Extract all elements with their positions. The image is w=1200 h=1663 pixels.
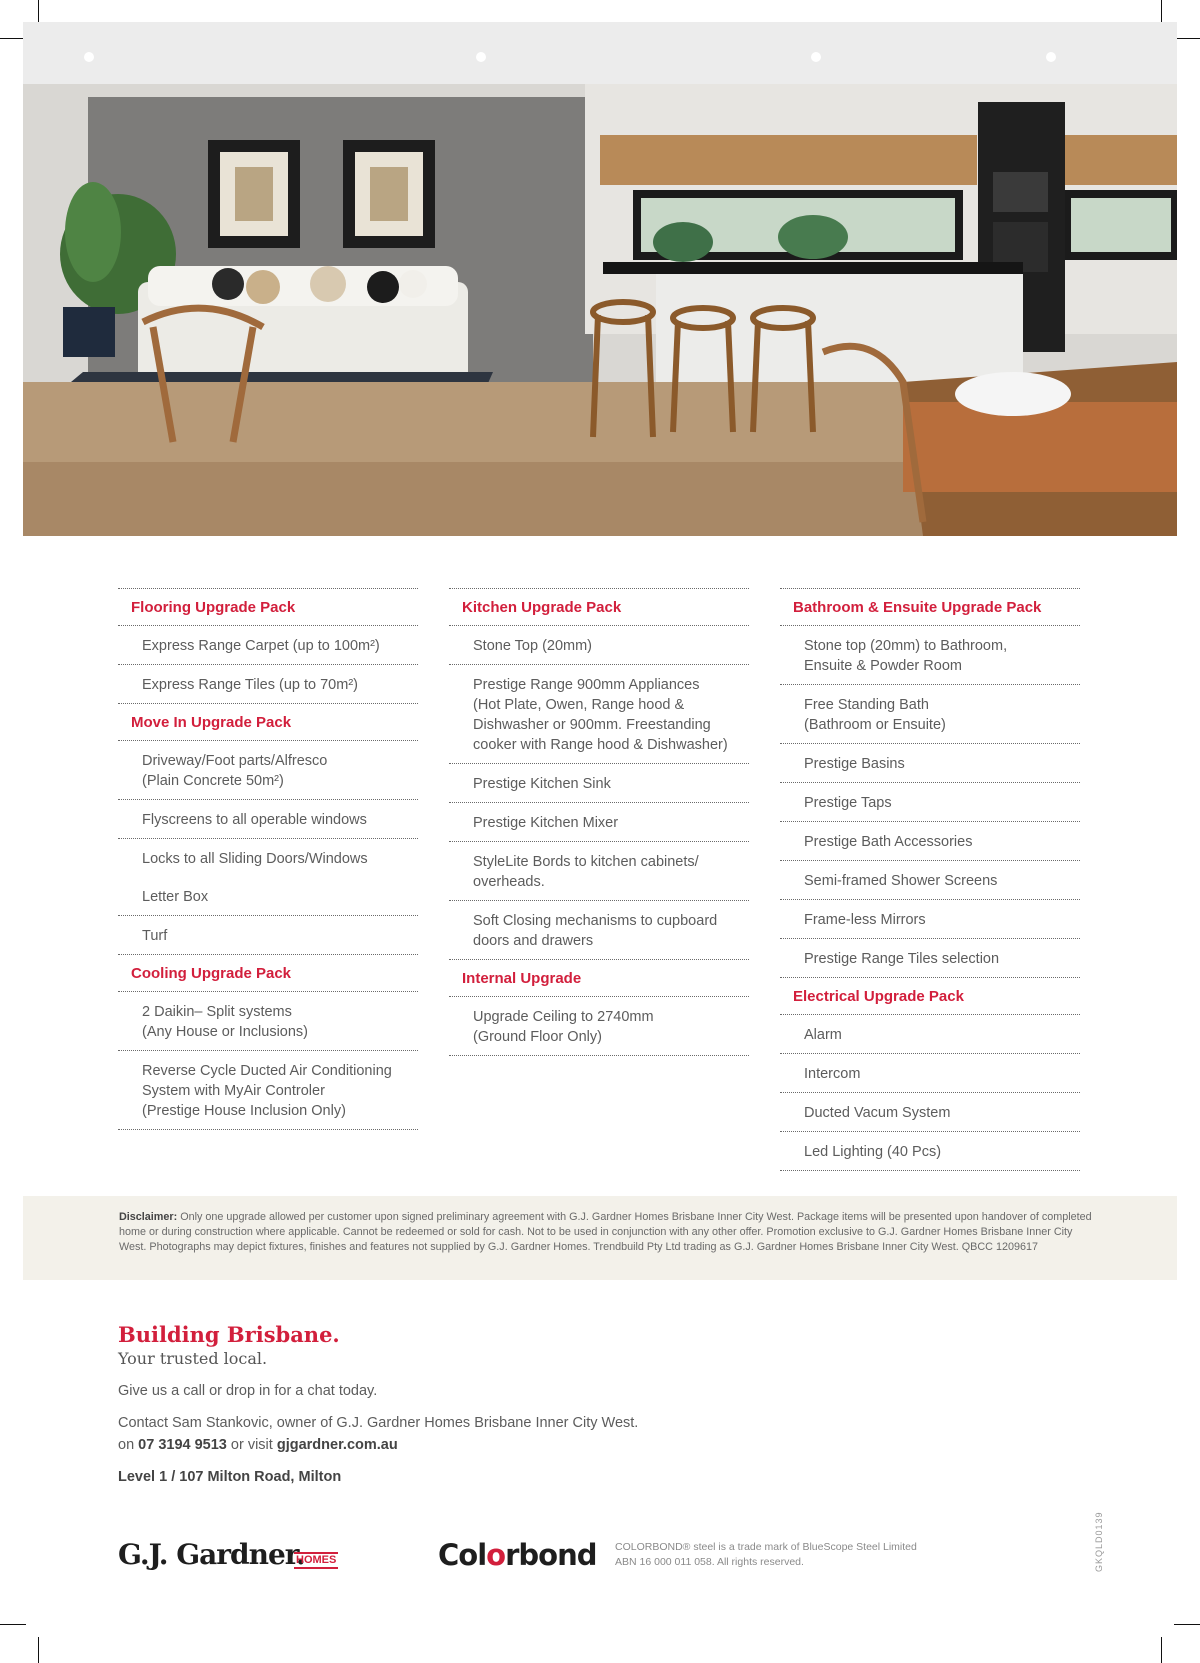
or-visit-text: or visit: [230, 1437, 273, 1453]
address: Level 1 / 107 Milton Road, Milton: [118, 1469, 342, 1485]
list-item-line: Driveway/Foot parts/Alfresco: [142, 753, 328, 769]
list-item: Flyscreens to all operable windows: [118, 800, 418, 839]
list-item-line: cooker with Range hood & Dishwasher): [473, 737, 728, 753]
list-item: [449, 842, 749, 901]
upgrade-column-3: [780, 588, 1080, 1171]
list-item-line: (Plain Concrete 50m²): [142, 773, 284, 789]
headline: Building Brisbane.: [118, 1322, 340, 1347]
colorbond-logo-part: Col: [438, 1538, 487, 1572]
colorbond-logo-part: rbond: [505, 1538, 597, 1572]
upgrade-column-2: [449, 588, 749, 1056]
list-item-line: doors and drawers: [473, 933, 594, 949]
move-in-pack-title: Move In Upgrade Pack: [118, 704, 418, 741]
list-item-line: (Any House or Inclusions): [142, 1024, 309, 1040]
list-item: Led Lighting (40 Pcs): [780, 1132, 1080, 1171]
homes-badge: HOMES: [294, 1552, 338, 1569]
list-item: Express Range Tiles (up to 70m²): [118, 665, 418, 704]
list-item: Turf: [118, 916, 418, 955]
electrical-pack-title: Electrical Upgrade Pack: [780, 978, 1080, 1015]
phone-line: [118, 1434, 818, 1456]
list-item-line: Soft Closing mechanisms to cupboard: [473, 913, 718, 929]
list-item: Express Range Carpet (up to 100m²): [118, 626, 418, 665]
owner-text: Contact Sam Stankovic, owner of G.J. Gardner Homes Brisbane Inner City West.: [118, 1415, 639, 1431]
list-item-line: 2 Daikin– Split systems: [142, 1004, 292, 1020]
list-item-line: StyleLite Bords to kitchen cabinets/: [473, 854, 699, 870]
list-item-line: Stone top (20mm) to Bathroom,: [804, 638, 1008, 654]
list-item: [118, 1051, 418, 1130]
phone-number[interactable]: 07 3194 9513: [138, 1437, 227, 1453]
list-item: Intercom: [780, 1054, 1080, 1093]
invite-text: Give us a call or drop in for a chat today.: [118, 1383, 378, 1399]
colorbond-logo-o: o: [486, 1538, 506, 1572]
list-item: Prestige Taps: [780, 783, 1080, 822]
contact-block: [118, 1322, 818, 1488]
website-link[interactable]: gjgardner.com.au: [276, 1437, 398, 1453]
list-item-line: (Hot Plate, Owen, Range hood &: [473, 697, 685, 713]
colorbond-note-line: ABN 16 000 011 058. All rights reserved.: [615, 1556, 804, 1568]
internal-upgrade-title: Internal Upgrade: [449, 960, 749, 997]
list-item-line: (Prestige House Inclusion Only): [142, 1103, 346, 1119]
colorbond-note-line: COLORBOND® steel is a trade mark of BlueScope Steel Limited: [615, 1541, 917, 1553]
list-item-line: Reverse Cycle Ducted Air Conditioning: [142, 1063, 392, 1079]
list-item: [449, 901, 749, 960]
list-item: Letter Box: [118, 877, 418, 916]
list-item: Prestige Basins: [780, 744, 1080, 783]
bathroom-pack-title: Bathroom & Ensuite Upgrade Pack: [780, 589, 1080, 626]
list-item: [780, 685, 1080, 744]
upgrade-column-1: [118, 588, 418, 1130]
list-item: Locks to all Sliding Doors/Windows: [142, 851, 368, 867]
list-item: [118, 992, 418, 1051]
list-item: [449, 997, 749, 1056]
document-code: GKQLD0139: [1094, 1511, 1104, 1572]
gj-gardner-logo: G.J. Gardner.: [118, 1538, 305, 1571]
flooring-pack-title: Flooring Upgrade Pack: [118, 589, 418, 626]
list-item: Prestige Kitchen Sink: [449, 764, 749, 803]
list-item: [780, 626, 1080, 685]
list-item: Ducted Vacum System: [780, 1093, 1080, 1132]
list-item: Prestige Kitchen Mixer: [449, 803, 749, 842]
list-item-line: (Bathroom or Ensuite): [804, 717, 946, 733]
list-item-line: Free Standing Bath: [804, 697, 929, 713]
crop-mark: [1161, 1637, 1162, 1663]
kitchen-pack-title: Kitchen Upgrade Pack: [449, 589, 749, 626]
crop-mark: [1174, 38, 1200, 39]
on-text: on: [118, 1437, 135, 1453]
disclaimer-box: [23, 1196, 1177, 1280]
list-item: Prestige Bath Accessories: [780, 822, 1080, 861]
list-item-line: System with MyAir Controler: [142, 1083, 325, 1099]
list-item-line: Upgrade Ceiling to 2740mm: [473, 1009, 654, 1025]
crop-mark: [38, 1637, 39, 1663]
list-item: Alarm: [780, 1015, 1080, 1054]
subheadline: Your trusted local.: [118, 1349, 268, 1368]
list-item: Stone Top (20mm): [449, 626, 749, 665]
disclaimer-body: Only one upgrade allowed per customer upon signed preliminary agreement with G.J. Gardner Homes Brisbane Inner City West. Package items will be presented upon handover of completed home or during construction where applicable. Cannot be redeemed or sold for cash. Not to be used in conjunction with any other offer. Promotion exclusive to G.J. Gardner Homes Brisbane Inner City West. Photographs may depict fixtures, finishes and features not supplied by G.J. Gardner Homes. Trendbuild Pty Ltd trading as G.J. Gardner Homes Brisbane Inner City West. QBCC 1209617: [119, 1211, 1092, 1253]
crop-mark: [1174, 1624, 1200, 1625]
disclaimer-label: Disclaimer:: [119, 1211, 178, 1223]
list-item-line: Dishwasher or 900mm. Freestanding: [473, 717, 711, 733]
list-item: [118, 741, 418, 800]
crop-mark: [0, 1624, 26, 1625]
list-item-line: (Ground Floor Only): [473, 1029, 602, 1045]
colorbond-note: [615, 1540, 917, 1570]
list-item: Prestige Range Tiles selection: [780, 939, 1080, 978]
list-item-line: Ensuite & Powder Room: [804, 658, 962, 674]
list-item: Semi-framed Shower Screens: [780, 861, 1080, 900]
list-item: [449, 665, 749, 764]
cooling-pack-title: Cooling Upgrade Pack: [118, 955, 418, 992]
list-item: Frame-less Mirrors: [780, 900, 1080, 939]
colorbond-logo: [438, 1538, 596, 1572]
list-item-line: overheads.: [473, 874, 545, 890]
disclaimer-text: [119, 1210, 1099, 1255]
list-item-line: Prestige Range 900mm Appliances: [473, 677, 700, 693]
hero-photo: [23, 22, 1177, 536]
